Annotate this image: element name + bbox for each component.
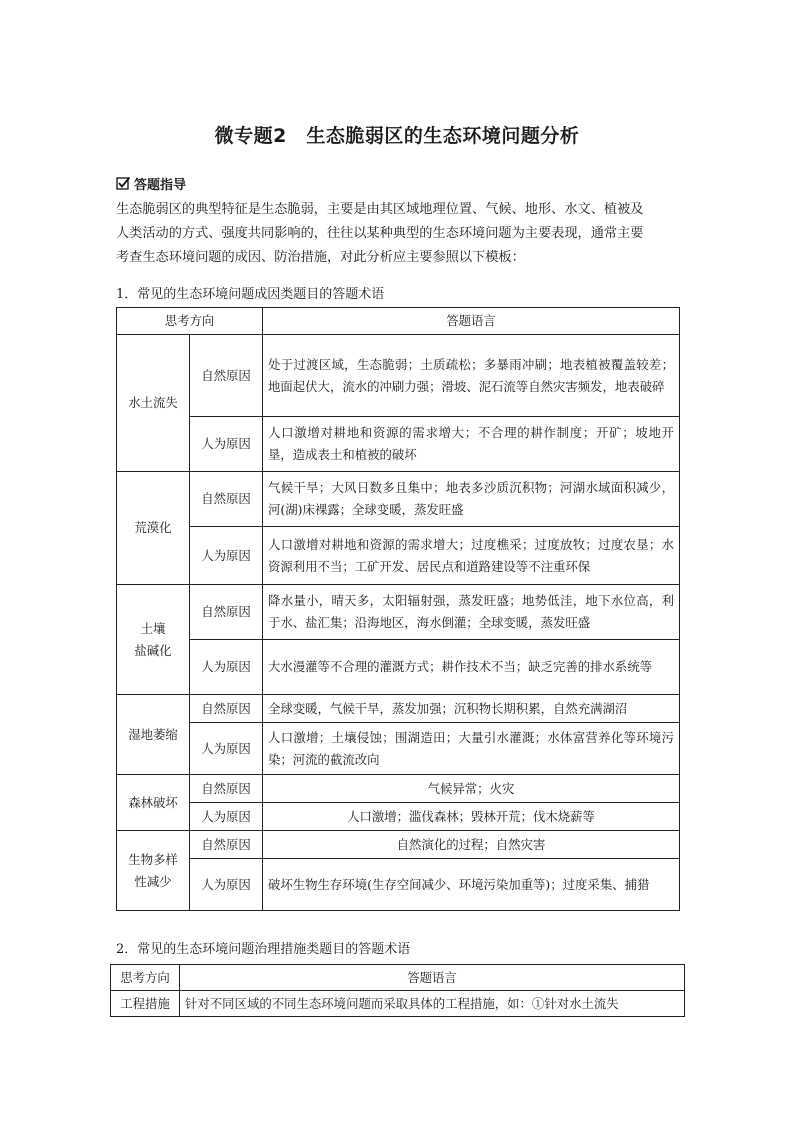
- answer-text-cell: 自然演化的过程；自然灾害: [263, 831, 680, 859]
- answer-text-cell: 人口激增对耕地和资源的需求增大；过度樵采；过度放牧；过度农垦；水资源利用不当；工矿开发、居民点和道路建设等不注重环保: [263, 527, 680, 585]
- problem-topic-text: 性减少: [134, 873, 172, 889]
- problem-topic-text: 生物多样: [128, 851, 178, 867]
- problem-topic-text: 盐碱化: [134, 642, 172, 658]
- problem-topic-text: 土壤: [140, 620, 166, 636]
- section1-title: 1．常见的生态环境问题成因类题目的答题术语: [116, 287, 385, 302]
- table-row: [111, 991, 685, 1017]
- section2-title: 2．常见的生态环境问题治理措施类题目的答题术语: [116, 942, 411, 957]
- table-row: [117, 585, 680, 640]
- table-header-row: [111, 965, 685, 991]
- problem-topic-cell: [117, 775, 190, 831]
- check-box-icon: [116, 176, 131, 191]
- problem-topic-text: 水土流失: [128, 395, 178, 410]
- problem-topic-cell: [117, 585, 190, 695]
- table-row: [117, 527, 680, 585]
- cause-type-cell: 自然原因: [190, 695, 263, 723]
- intro-paragraph: [116, 198, 680, 270]
- table-header-row: [117, 308, 680, 335]
- cause-type-cell: 自然原因: [190, 775, 263, 803]
- problem-topic-cell: [117, 831, 190, 911]
- table-row: [117, 859, 680, 911]
- answer-text-cell: 处于过渡区域，生态脆弱；土质疏松；多暴雨冲刷；地表植被覆盖较差；地面起伏大，流水的冲刷力强；滑坡、泥石流等自然灾害频发，地表破碎: [263, 335, 680, 417]
- cause-type-cell: 人为原因: [190, 417, 263, 472]
- intro-line: 考查生态环境问题的成因、防治措施，对此分析应主要参照以下模板：: [116, 250, 525, 265]
- intro-line: 人类活动的方式、强度共同影响的，往往以某种典型的生态环境问题为主要表现，通常主要: [116, 226, 644, 241]
- problem-topic-text: 森林破坏: [128, 794, 178, 810]
- problem-topic-text: 湿地萎缩: [128, 726, 178, 742]
- table-row: [117, 695, 680, 723]
- table-row: [117, 803, 680, 831]
- guide-heading: [116, 173, 186, 193]
- answer-text-cell: 全球变暖，气候干旱，蒸发加强；沉积物长期积累，自然充满湖沼: [263, 695, 680, 723]
- intro-line: 生态脆弱区的典型特征是生态脆弱，主要是由其区域地理位置、气候、地形、水文、植被及: [116, 202, 644, 217]
- answer-text-cell: 气候异常；火灾: [263, 775, 680, 803]
- answer-text-cell: 降水量小，晴天多，太阳辐射强，蒸发旺盛；地势低洼，地下水位高，利于水、盐汇集；沿海地区，海水倒灌；全球变暖，蒸发旺盛: [263, 585, 680, 640]
- answer-text-cell: 针对不同区域的不同生态环境问题而采取具体的工程措施，如：①针对水土流失: [180, 991, 685, 1017]
- answer-text-cell: 人口激增；滥伐森林；毁林开荒；伐木烧薪等: [263, 803, 680, 831]
- cause-type-cell: 自然原因: [190, 831, 263, 859]
- header-answer: 答题语言: [180, 965, 685, 991]
- header-answer: 答题语言: [263, 308, 680, 335]
- header-direction: 思考方向: [117, 308, 263, 335]
- cause-type-cell: 人为原因: [190, 527, 263, 585]
- table-row: [117, 472, 680, 527]
- table-row: [117, 723, 680, 775]
- cause-type-cell: 人为原因: [190, 859, 263, 911]
- guide-heading-text: 答题指导: [134, 177, 187, 193]
- direction-cell: 工程措施: [111, 991, 180, 1017]
- table-row: [117, 831, 680, 859]
- table-row: [117, 335, 680, 417]
- cause-type-cell: 人为原因: [190, 640, 263, 695]
- problem-topic-text: 荒漠化: [134, 520, 172, 535]
- page-title: 微专题2 生态脆弱区的生态环境问题分析: [214, 125, 580, 147]
- cause-type-cell: 自然原因: [190, 335, 263, 417]
- cause-type-cell: 自然原因: [190, 585, 263, 640]
- answer-text-cell: 大水漫灌等不合理的灌溉方式；耕作技术不当；缺乏完善的排水系统等: [263, 640, 680, 695]
- measures-table: [110, 964, 685, 1017]
- table-row: [117, 640, 680, 695]
- problem-topic-cell: [117, 335, 190, 472]
- cause-type-cell: 人为原因: [190, 723, 263, 775]
- problem-topic-cell: [117, 695, 190, 775]
- problem-topic-cell: [117, 472, 190, 585]
- header-direction: 思考方向: [111, 965, 180, 991]
- answer-text-cell: 气候干旱；大风日数多且集中；地表多沙质沉积物；河湖水域面积减少，河(湖)床裸露；全球变暖，蒸发旺盛: [263, 472, 680, 527]
- cause-type-cell: 人为原因: [190, 803, 263, 831]
- cause-type-cell: 自然原因: [190, 472, 263, 527]
- answer-text-cell: 人口激增；土壤侵蚀；围湖造田；大量引水灌溉；水体富营养化等环境污染；河流的截流改向: [263, 723, 680, 775]
- answer-text-cell: 人口激增对耕地和资源的需求增大；不合理的耕作制度；开矿；坡地开垦，造成表土和植被的破坏: [263, 417, 680, 472]
- answer-text-cell: 破坏生物生存环境(生存空间减少、环境污染加重等)；过度采集、捕猎: [263, 859, 680, 911]
- table-row: [117, 417, 680, 472]
- table-row: [117, 775, 680, 803]
- causes-table: [116, 307, 680, 911]
